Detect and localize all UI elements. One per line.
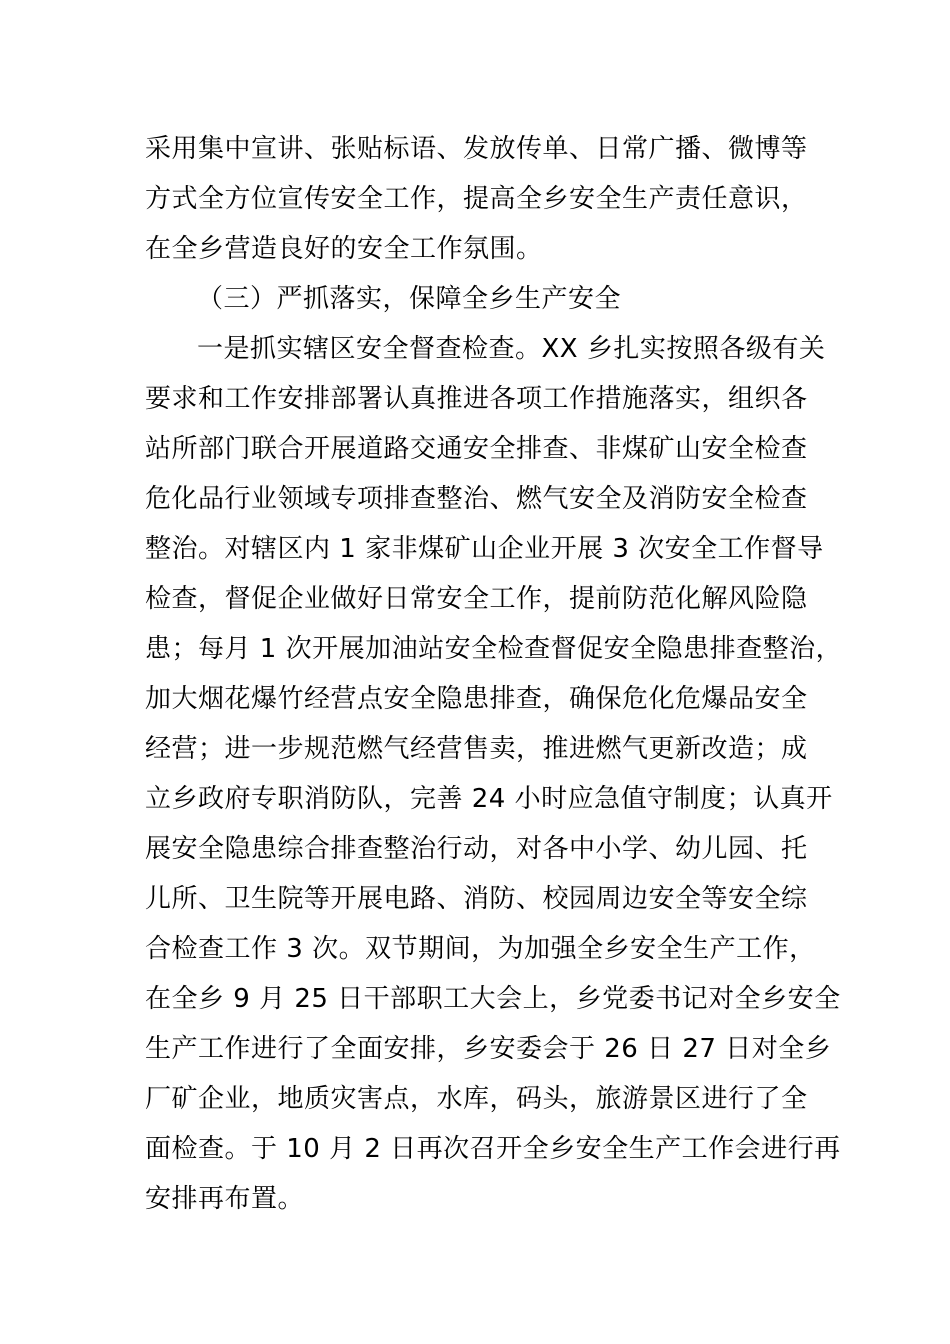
paragraph-line: 整治。对辖区内 1 家非煤矿山企业开展 3 次安全工作督导: [145, 534, 824, 564]
paragraph-line: 检查，督促企业做好日常安全工作，提前防范化解风险隐: [145, 584, 808, 614]
paragraph-line: 一是抓实辖区安全督查检查。XX 乡扎实按照各级有关: [197, 334, 826, 364]
paragraph-line: 厂矿企业，地质灾害点，水库，码头，旅游景区进行了全: [145, 1084, 808, 1114]
paragraph-line: 在全乡 9 月 25 日干部职工大会上，乡党委书记对全乡安全: [145, 984, 841, 1014]
paragraph-line: 立乡政府专职消防队，完善 24 小时应急值守制度；认真开: [145, 784, 833, 814]
paragraph-line: 儿所、卫生院等开展电路、消防、校园周边安全等安全综: [145, 884, 808, 914]
paragraph-line: 站所部门联合开展道路交通安全排查、非煤矿山安全检查: [145, 434, 808, 464]
paragraph-line: 加大烟花爆竹经营点安全隐患排查，确保危化危爆品安全: [145, 684, 808, 714]
paragraph-line: 展安全隐患综合排查整治行动，对各中小学、幼儿园、托: [145, 834, 808, 864]
paragraph-line: 合检查工作 3 次。双节期间，为加强全乡安全生产工作，: [145, 934, 816, 964]
paragraph-line: 危化品行业领域专项排查整治、燃气安全及消防安全检查: [145, 484, 808, 514]
paragraph-line: 要求和工作安排部署认真推进各项工作措施落实，组织各: [145, 384, 808, 414]
paragraph-line: 患；每月 1 次开展加油站安全检查督促安全隐患排查整治，: [145, 634, 843, 664]
paragraph-line: 面检查。于 10 月 2 日再次召开全乡安全生产工作会进行再: [145, 1134, 841, 1164]
section-heading: （三）严抓落实，保障全乡生产安全: [197, 284, 622, 314]
paragraph-line: 安排再布置。: [145, 1184, 305, 1214]
paragraph-line: 采用集中宣讲、张贴标语、发放传单、日常广播、微博等: [145, 134, 808, 164]
paragraph-line: 生产工作进行了全面安排，乡安委会于 26 日 27 日对全乡: [145, 1034, 832, 1064]
paragraph-line: 方式全方位宣传安全工作，提高全乡安全生产责任意识，: [145, 184, 808, 214]
paragraph-line: 在全乡营造良好的安全工作氛围。: [145, 234, 543, 264]
paragraph-line: 经营；进一步规范燃气经营售卖，推进燃气更新改造；成: [145, 734, 808, 764]
